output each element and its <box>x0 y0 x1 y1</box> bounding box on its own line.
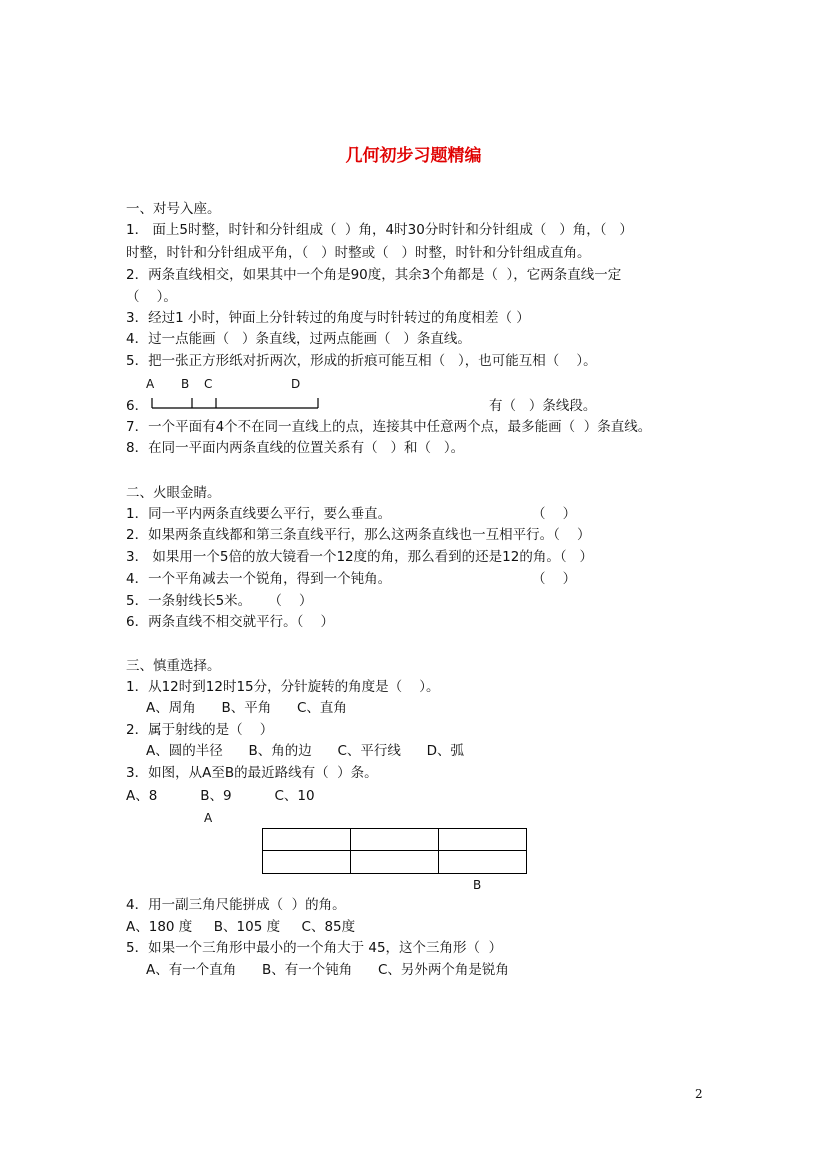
s1-line-4: （ ）。 <box>126 289 177 305</box>
section2-heading: 二、火眼金睛。 <box>126 485 221 501</box>
page-title: 几何初步习题精编 <box>345 146 482 166</box>
route-grid-diagram <box>262 828 527 874</box>
line-segment-diagram <box>150 396 325 412</box>
segment-label-d: D <box>291 377 301 391</box>
s3-q3: 3．如图，从A至B的最近路线有（ ）条。 <box>126 765 378 781</box>
s1-line-7: 5．把一张正方形纸对折两次，形成的折痕可能互相（ ），也可能互相（ ）。 <box>126 353 597 369</box>
s2-line-1: 1．同一平内两条直线要么平行，要么垂直。 <box>126 506 392 522</box>
s2-line-5: 5．一条射线长5米。 （ ） <box>126 593 313 609</box>
s3-q2-options: A、圆的半径 B、角的边 C、平行线 D、弧 <box>146 743 465 759</box>
s2-paren-1: （ ） <box>532 506 577 522</box>
s1-line-9: 8．在同一平面内两条直线的位置关系有（ ）和（ ）。 <box>126 440 465 456</box>
grid-label-b: B <box>473 878 482 892</box>
s3-q5: 5．如果一个三角形中最小的一个角大于 45，这个三角形（ ） <box>126 940 503 956</box>
s3-q4-options: A、180 度 B、105 度 C、85度 <box>126 919 356 935</box>
s3-q1: 1．从12时到12时15分，分针旋转的角度是（ ）。 <box>126 679 440 695</box>
section3-heading: 三、慎重选择。 <box>126 658 221 674</box>
s1-line-8: 7．一个平面有4个不在同一直线上的点，连接其中任意两个点，最多能画（ ）条直线。 <box>126 419 652 435</box>
q6-number: 6． <box>126 398 149 414</box>
s1-line-2: 时整，时针和分针组成平角，（ ）时整或（ ）时整，时针和分针组成直角。 <box>126 245 591 261</box>
segment-label-c: C <box>204 377 213 391</box>
s3-q1-options: A、周角 B、平角 C、直角 <box>146 700 347 716</box>
segment-label-a: A <box>146 377 155 391</box>
s2-line-4: 4．一个平角减去一个锐角，得到一个钝角。 <box>126 571 392 587</box>
s1-line-5: 3．经过1 小时，钟面上分针转过的角度与时针转过的角度相差（ ） <box>126 310 530 326</box>
s2-line-6: 6．两条直线不相交就平行。（ ） <box>126 614 335 630</box>
section1-heading: 一、对号入座。 <box>126 201 221 217</box>
s1-line-6: 4．过一点能画（ ）条直线，过两点能画（ ）条直线。 <box>126 331 471 347</box>
s2-paren-4: （ ） <box>532 571 577 587</box>
s1-line-3: 2．两条直线相交，如果其中一个角是90度，其余3个角都是（ ），它两条直线一定 <box>126 267 622 283</box>
s3-q3-options: A、8 B、9 C、10 <box>126 788 315 804</box>
segment-label-b: B <box>181 377 190 391</box>
s2-line-3: 3． 如果用一个5倍的放大镜看一个12度的角，那么看到的还是12的角。（ ） <box>126 549 593 565</box>
s3-q5-options: A、有一个直角 B、有一个钝角 C、另外两个角是锐角 <box>146 962 509 978</box>
s3-q2: 2．属于射线的是（ ） <box>126 722 274 738</box>
page-number: 2 <box>695 1087 703 1101</box>
s3-q4: 4．用一副三角尺能拼成（ ）的角。 <box>126 897 346 913</box>
s1-line-1: 1． 面上5时整，时针和分针组成（ ）角，4时30分时针和分针组成（ ）角，（ ） <box>126 222 633 238</box>
grid-label-a: A <box>204 811 213 825</box>
s2-line-2: 2．如果两条直线都和第三条直线平行，那么这两条直线也一互相平行。（ ） <box>126 527 591 543</box>
q6-text: 有（ ）条线段。 <box>489 398 597 414</box>
